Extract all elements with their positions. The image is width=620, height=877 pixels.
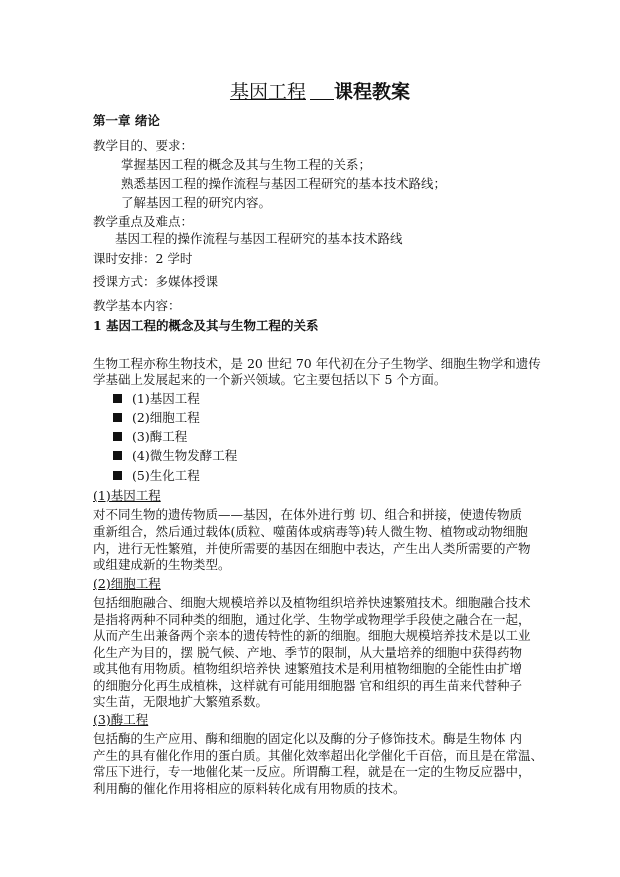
square-bullet-icon — [113, 471, 122, 480]
list-item: (5)生化工程 — [113, 467, 200, 484]
section-heading: 1 基因工程的概念及其与生物工程的关系 — [93, 318, 319, 333]
paragraph-line: 包括细胞融合、细胞大规模培养以及植物组织培养快速繁殖技术。细胞融合技术 — [93, 595, 531, 610]
paragraph-line: 利用酶的催化作用将相应的原料转化成有用物质的技术。 — [93, 781, 406, 796]
paragraph-line: 是指将两种不同种类的细胞，通过化学、生物学或物理学手段使之融合在一起， — [93, 612, 531, 627]
title-underline-blank — [310, 81, 334, 100]
square-bullet-icon — [113, 432, 122, 441]
paragraph-line: 或其他有用物质。植物组织培养快 速繁殖技术是利用植物细胞的全能性由扩增 — [93, 661, 522, 676]
paragraph-line: 重新组合，然后通过载体(质粒、噬菌体或病毒等)转人微生物、植物或动物细胞 — [93, 524, 528, 539]
goal-item: 掌握基因工程的概念及其与生物工程的关系； — [121, 157, 372, 172]
paragraph-line: 实生苗，无限地扩大繁殖系数。 — [93, 694, 269, 709]
subsection-title: (2)细胞工程 — [93, 576, 161, 591]
teaching-method: 授课方式：多媒体授课 — [93, 274, 219, 289]
class-hours: 课时安排：2 学时 — [93, 251, 193, 266]
chapter-heading: 第一章 绪论 — [93, 113, 160, 128]
paragraph-line: 常压下进行，专一地催化某一反应。所谓酶工程，就是在一定的生物反应器中， — [93, 764, 531, 779]
content-label: 教学基本内容： — [93, 298, 181, 313]
title-course-name: 基因工程 — [229, 81, 306, 103]
square-bullet-icon — [113, 451, 122, 460]
goal-item: 熟悉基因工程的操作流程与基因工程研究的基本技术路线； — [121, 176, 447, 191]
document-title — [0, 80, 620, 104]
paragraph-line: 产生的具有催化作用的蛋白质。其催化效率超出化学催化千百倍，而且是在常温、 — [93, 748, 544, 763]
intro-paragraph-line: 学基础上发展起来的一个新兴领域。它主要包括以下 5 个方面。 — [93, 372, 447, 387]
intro-paragraph-line: 生物工程亦称生物技术，是 20 世纪 70 年代初在分子生物学、细胞生物学和遗传 — [93, 356, 541, 371]
key-points-label: 教学重点及难点： — [93, 214, 194, 229]
paragraph-line: 或组建成新的生物类型。 — [93, 557, 231, 572]
title-suffix: 课程教案 — [334, 81, 411, 103]
key-points-text: 基因工程的操作流程与基因工程研究的基本技术路线 — [115, 231, 403, 246]
subsection-title: (3)酶工程 — [93, 712, 149, 727]
square-bullet-icon — [113, 413, 122, 422]
list-item: (2)细胞工程 — [113, 409, 200, 426]
list-item: (4)微生物发酵工程 — [113, 447, 237, 464]
paragraph-line: 内，进行无性繁殖，并使所需要的基因在细胞中表达，产生出人类所需要的产物 — [93, 541, 531, 556]
goal-item: 了解基因工程的研究内容。 — [121, 195, 272, 210]
list-item: (1)基因工程 — [113, 390, 200, 407]
paragraph-line: 包括酶的生产应用、酶和细胞的固定化以及酶的分子修饰技术。酶是生物体 内 — [93, 731, 522, 746]
square-bullet-icon — [113, 394, 122, 403]
goals-label: 教学目的、要求： — [93, 138, 194, 153]
list-item: (3)酶工程 — [113, 428, 187, 445]
subsection-title: (1)基因工程 — [93, 488, 161, 503]
paragraph-line: 对不同生物的遗传物质——基因，在体外进行剪 切、组合和拼接，使遗传物质 — [93, 507, 522, 522]
paragraph-line: 化生产为目的，摆 脱气候、产地、季节的限制，从大量培养的细胞中获得药物 — [93, 645, 522, 660]
paragraph-line: 的细胞分化再生成植株，这样就有可能用细胞器 官和组织的再生苗来代替种子 — [93, 678, 522, 693]
paragraph-line: 从而产生出兼备两个亲本的遗传特性的新的细胞。细胞大规模培养技术是以工业 — [93, 628, 531, 643]
